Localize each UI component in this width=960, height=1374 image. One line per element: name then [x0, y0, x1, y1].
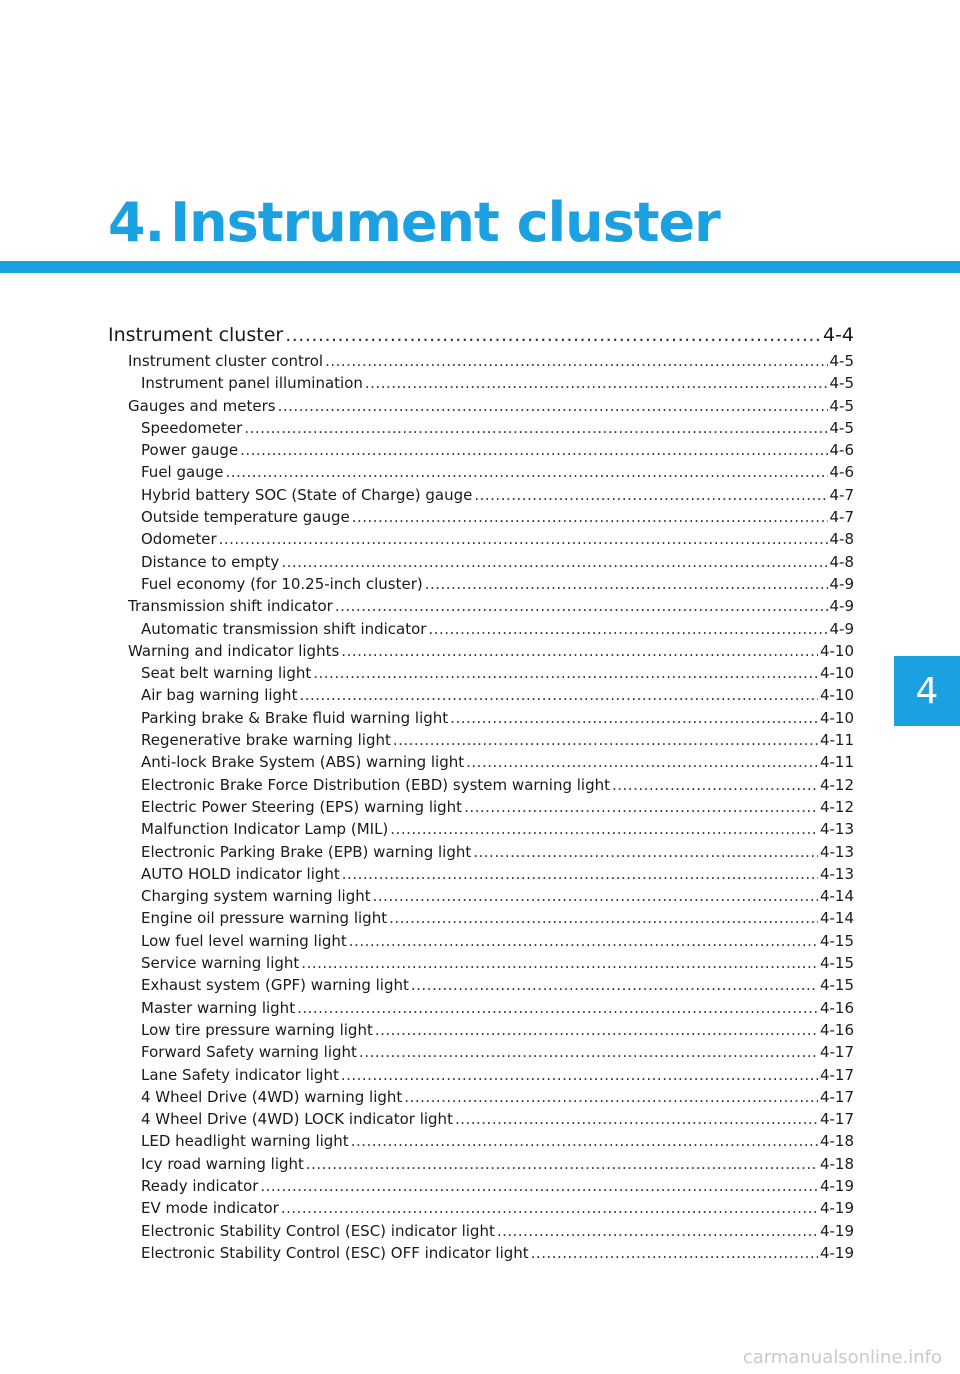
toc-entry-title: 4 Wheel Drive (4WD) LOCK indicator light — [141, 1110, 453, 1129]
toc-dot-leader — [240, 439, 827, 461]
toc-dot-leader — [474, 484, 827, 506]
toc-entry-page: 4-9 — [829, 597, 854, 616]
toc-entry-page: 4-13 — [819, 820, 854, 839]
toc-dot-leader — [281, 1197, 818, 1219]
toc-entry-title: Electronic Stability Control (ESC) OFF indicator light — [141, 1243, 529, 1262]
toc-entry[interactable] — [108, 551, 854, 573]
toc-entry-page: 4-14 — [819, 909, 854, 928]
chapter-title — [108, 188, 720, 258]
toc-entry[interactable] — [108, 417, 854, 439]
toc-entry[interactable] — [108, 930, 854, 952]
chapter-side-tab[interactable] — [894, 656, 960, 726]
toc-dot-leader — [301, 952, 818, 974]
toc-dot-leader — [455, 1108, 818, 1130]
toc-entry[interactable] — [108, 1220, 854, 1242]
toc-dot-leader — [219, 528, 828, 550]
toc-entry-title: Low fuel level warning light — [141, 931, 347, 950]
toc-entry-page: 4-16 — [819, 1020, 854, 1039]
toc-entry-title: Exhaust system (GPF) warning light — [141, 976, 409, 995]
toc-dot-leader — [466, 751, 818, 773]
toc-entry-page: 4-9 — [829, 619, 854, 638]
toc-entry-title: Outside temperature gauge — [141, 508, 350, 527]
toc-entry-page: 4-19 — [819, 1243, 854, 1262]
toc-dot-leader — [260, 1175, 818, 1197]
toc-entry-page: 4-18 — [819, 1154, 854, 1173]
toc-entry-page: 4-8 — [829, 552, 854, 571]
toc-dot-leader — [281, 551, 827, 573]
toc-entry-title: Hybrid battery SOC (State of Charge) gauge — [141, 485, 473, 504]
toc-entry[interactable] — [108, 997, 854, 1019]
toc-entry[interactable] — [108, 618, 854, 640]
toc-dot-leader — [349, 930, 818, 952]
toc-entry-page: 4-10 — [819, 664, 854, 683]
toc-entry[interactable] — [108, 1242, 854, 1264]
toc-dot-leader — [306, 1153, 818, 1175]
toc-entry[interactable] — [108, 1086, 854, 1108]
toc-entry-title: Master warning light — [141, 998, 296, 1017]
chapter-title-text: Instrument cluster — [170, 191, 720, 254]
toc-entry-page: 4-5 — [829, 374, 854, 393]
toc-entry-page: 4-19 — [819, 1176, 854, 1195]
toc-dot-leader — [342, 863, 818, 885]
toc-entry-title: Low tire pressure warning light — [141, 1020, 373, 1039]
toc-entry[interactable] — [108, 1064, 854, 1086]
toc-entry-title: Automatic transmission shift indicator — [141, 619, 427, 638]
toc-entry[interactable] — [108, 707, 854, 729]
toc-dot-leader — [393, 729, 818, 751]
toc-dot-leader — [341, 640, 818, 662]
toc-entry-page: 4-10 — [819, 708, 854, 727]
toc-entry-title: Gauges and meters — [128, 396, 276, 415]
toc-entry-page: 4-16 — [819, 998, 854, 1017]
toc-entry-page: 4-5 — [829, 396, 854, 415]
toc-entry-page: 4-5 — [829, 352, 854, 370]
toc-entry-title: Icy road warning light — [141, 1154, 304, 1173]
toc-entry-page: 4-4 — [822, 324, 854, 346]
toc-dot-leader — [244, 417, 827, 439]
toc-entry[interactable] — [108, 907, 854, 929]
toc-entry-page: 4-10 — [819, 686, 854, 705]
watermark: carmanualsonline.info — [742, 1347, 942, 1368]
toc-dot-leader — [404, 1086, 818, 1108]
toc-entry-page: 4-19 — [819, 1199, 854, 1218]
toc-entry-title: AUTO HOLD indicator light — [141, 864, 340, 883]
toc-entry[interactable] — [108, 395, 854, 417]
toc-entry[interactable] — [108, 1130, 854, 1152]
toc-entry-page: 4-12 — [819, 797, 854, 816]
toc-entry-page: 4-7 — [829, 485, 854, 504]
toc-dot-leader — [464, 796, 818, 818]
toc-dot-leader — [341, 1064, 818, 1086]
toc-entry[interactable] — [108, 439, 854, 461]
toc-dot-leader — [450, 707, 818, 729]
toc-entry[interactable] — [108, 372, 854, 394]
toc-entry-title: Instrument cluster control — [128, 352, 324, 370]
toc-entry[interactable] — [108, 1197, 854, 1219]
toc-entry-page: 4-10 — [819, 641, 854, 660]
toc-dot-leader — [297, 997, 818, 1019]
toc-dot-leader — [497, 1220, 818, 1242]
toc-dot-leader — [390, 818, 818, 840]
toc-entry-title: 4 Wheel Drive (4WD) warning light — [141, 1087, 403, 1106]
toc-dot-leader — [411, 974, 818, 996]
toc-entry-title: Warning and indicator lights — [128, 641, 340, 660]
table-of-contents — [108, 322, 854, 1264]
toc-entry-title: Electronic Brake Force Distribution (EBD) system warning light — [141, 775, 610, 794]
toc-dot-leader — [473, 841, 818, 863]
toc-entry[interactable] — [108, 595, 854, 617]
toc-entry[interactable] — [108, 751, 854, 773]
toc-entry[interactable] — [108, 818, 854, 840]
toc-dot-leader — [335, 595, 828, 617]
toc-dot-leader — [325, 350, 827, 372]
toc-entry-title: Fuel economy (for 10.25-inch cluster) — [141, 574, 423, 593]
toc-entry-page: 4-17 — [819, 1087, 854, 1106]
toc-dot-leader — [375, 1019, 818, 1041]
toc-entry[interactable] — [108, 640, 854, 662]
toc-entry-title: Ready indicator — [141, 1176, 259, 1195]
toc-entry-title: Electric Power Steering (EPS) warning light — [141, 797, 463, 816]
toc-dot-leader — [225, 461, 827, 483]
toc-entry-title: Forward Safety warning light — [141, 1043, 357, 1062]
toc-dot-leader — [425, 573, 828, 595]
toc-entry-page: 4-6 — [829, 463, 854, 482]
toc-entry-title: Parking brake & Brake fluid warning light — [141, 708, 449, 727]
toc-entry[interactable] — [108, 461, 854, 483]
chapter-number: 4. — [108, 191, 165, 254]
toc-entry[interactable] — [108, 573, 854, 595]
toc-entry-title: Fuel gauge — [141, 463, 224, 482]
toc-entry[interactable] — [108, 885, 854, 907]
toc-entry-page: 4-11 — [819, 753, 854, 772]
toc-dot-leader — [351, 1130, 818, 1152]
toc-entry-page: 4-19 — [819, 1221, 854, 1240]
toc-entry[interactable] — [108, 1153, 854, 1175]
toc-entry-page: 4-13 — [819, 864, 854, 883]
toc-entry-title: Electronic Parking Brake (EPB) warning light — [141, 842, 472, 861]
toc-entry[interactable] — [108, 684, 854, 706]
toc-dot-leader — [352, 506, 828, 528]
toc-entry-page: 4-6 — [829, 441, 854, 460]
toc-entry[interactable] — [108, 974, 854, 996]
toc-entry-page: 4-7 — [829, 508, 854, 527]
toc-entry[interactable] — [108, 774, 854, 796]
toc-entry-title: Air bag warning light — [141, 686, 298, 705]
toc-entry[interactable] — [108, 484, 854, 506]
toc-entry-title: Service warning light — [141, 954, 300, 973]
toc-entry[interactable] — [108, 1019, 854, 1041]
toc-entry-page: 4-13 — [819, 842, 854, 861]
toc-dot-leader — [359, 1041, 818, 1063]
toc-entry[interactable] — [108, 863, 854, 885]
toc-entry-page: 4-12 — [819, 775, 854, 794]
toc-entry[interactable] — [108, 841, 854, 863]
toc-entry-title: Malfunction Indicator Lamp (MIL) — [141, 820, 389, 839]
toc-entry[interactable] — [108, 796, 854, 818]
toc-entry[interactable] — [108, 528, 854, 550]
toc-entry-title: LED headlight warning light — [141, 1132, 349, 1151]
toc-entry-page: 4-15 — [819, 976, 854, 995]
toc-entry-title: Regenerative brake warning light — [141, 731, 391, 750]
toc-entry-title: Odometer — [141, 530, 217, 549]
toc-entry-title: Speedometer — [141, 418, 243, 437]
toc-entry-title: Seat belt warning light — [141, 664, 312, 683]
toc-entry-title: Instrument cluster — [108, 324, 284, 346]
toc-entry-page: 4-15 — [819, 931, 854, 950]
toc-entry[interactable] — [108, 952, 854, 974]
toc-dot-leader — [531, 1242, 818, 1264]
toc-dot-leader — [389, 907, 818, 929]
toc-dot-leader — [428, 618, 827, 640]
toc-entry[interactable] — [108, 662, 854, 684]
toc-dot-leader — [373, 885, 818, 907]
toc-entry-page: 4-9 — [829, 574, 854, 593]
toc-dot-leader — [365, 372, 828, 394]
toc-entry-title: Distance to empty — [141, 552, 280, 571]
toc-entry-title: Anti-lock Brake System (ABS) warning light — [141, 753, 465, 772]
toc-entry-title: Lane Safety indicator light — [141, 1065, 339, 1084]
toc-entry-page: 4-17 — [819, 1065, 854, 1084]
toc-entry-page: 4-11 — [819, 731, 854, 750]
toc-entry-title: EV mode indicator — [141, 1199, 279, 1218]
toc-entry[interactable] — [108, 322, 854, 350]
toc-entry-title: Instrument panel illumination — [141, 374, 363, 393]
chapter-side-tab-label: 4 — [915, 670, 939, 712]
toc-dot-leader — [313, 662, 818, 684]
toc-dot-leader — [612, 774, 818, 796]
toc-dot-leader — [299, 684, 818, 706]
toc-entry[interactable] — [108, 1108, 854, 1130]
toc-entry-page: 4-8 — [829, 530, 854, 549]
title-divider-bar — [0, 261, 960, 273]
toc-entry[interactable] — [108, 1175, 854, 1197]
toc-entry-title: Engine oil pressure warning light — [141, 909, 388, 928]
toc-entry-title: Power gauge — [141, 441, 239, 460]
toc-entry[interactable] — [108, 1041, 854, 1063]
toc-dot-leader — [278, 395, 828, 417]
toc-entry-page: 4-5 — [829, 418, 854, 437]
toc-dot-leader — [285, 322, 821, 348]
toc-entry[interactable] — [108, 506, 854, 528]
toc-entry-page: 4-17 — [819, 1110, 854, 1129]
toc-entry[interactable] — [108, 729, 854, 751]
toc-entry-title: Transmission shift indicator — [128, 597, 333, 616]
toc-entry-title: Charging system warning light — [141, 887, 371, 906]
toc-entry-page: 4-15 — [819, 954, 854, 973]
toc-entry-title: Electronic Stability Control (ESC) indicator light — [141, 1221, 495, 1240]
toc-entry-page: 4-17 — [819, 1043, 854, 1062]
toc-entry-page: 4-14 — [819, 887, 854, 906]
toc-entry[interactable] — [108, 350, 854, 372]
toc-entry-page: 4-18 — [819, 1132, 854, 1151]
